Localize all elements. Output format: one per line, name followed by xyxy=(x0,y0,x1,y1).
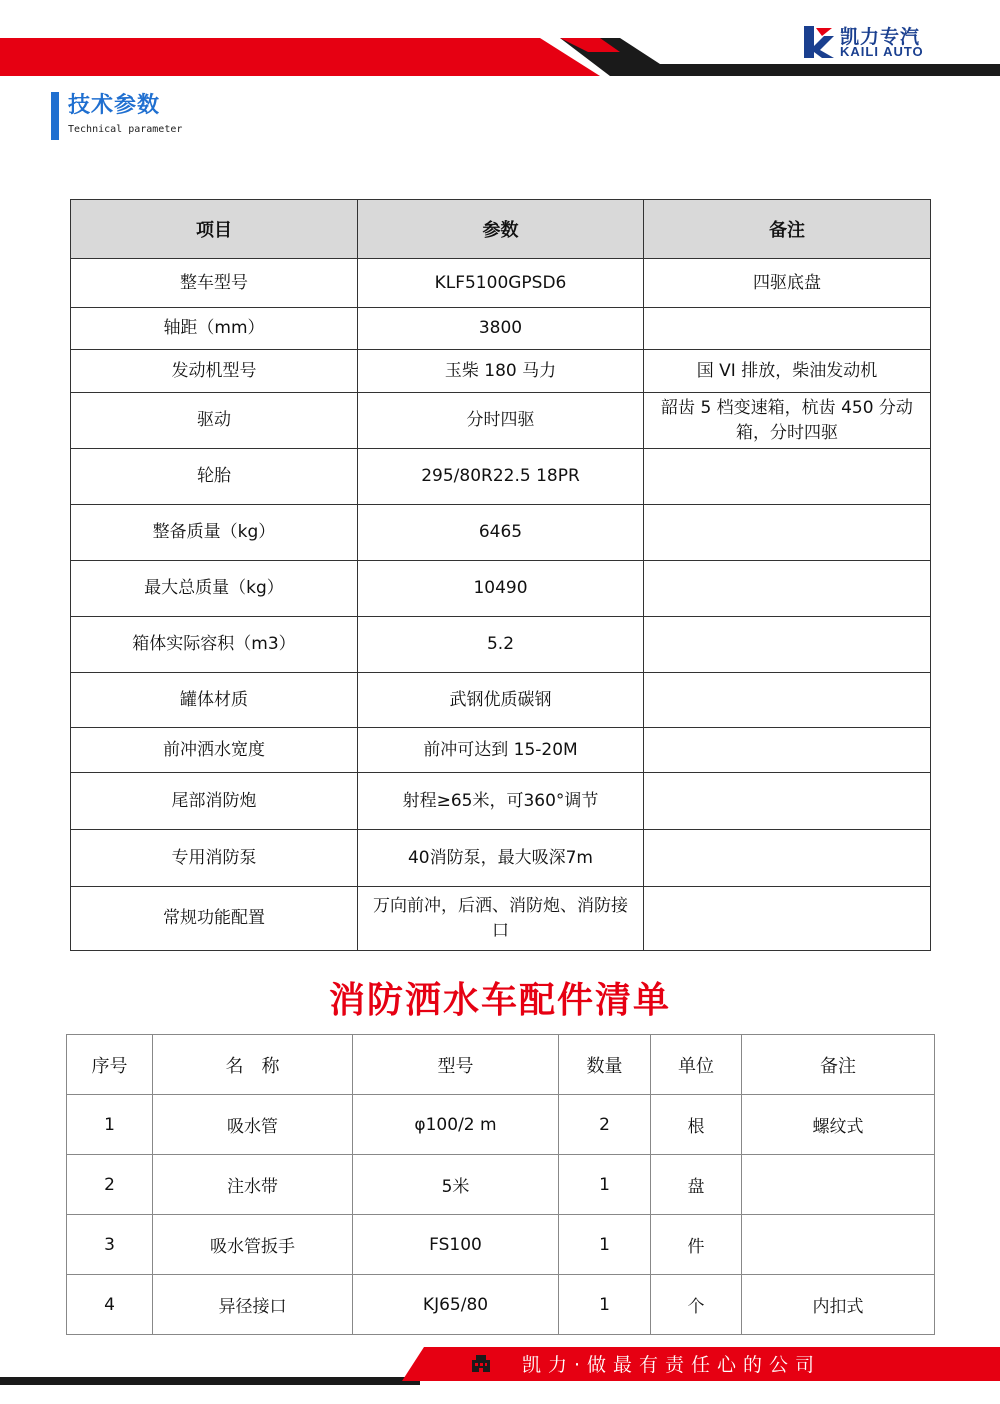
spec-cell-param: 3800 xyxy=(358,308,644,350)
parts-cell-name: 吸水管扳手 xyxy=(153,1215,353,1275)
spec-cell-param: 10490 xyxy=(358,561,644,617)
parts-cell-note: 内扣式 xyxy=(742,1275,935,1335)
spec-cell-item: 整备质量（kg） xyxy=(71,505,358,561)
parts-cell-qty: 1 xyxy=(559,1275,651,1335)
spec-cell-param: 射程≥65米，可360°调节 xyxy=(358,773,644,830)
parts-cell-model: 5米 xyxy=(353,1155,559,1215)
parts-cell-model: KJ65/80 xyxy=(353,1275,559,1335)
spec-cell-param: 前冲可达到 15-20M xyxy=(358,728,644,773)
table-row xyxy=(71,887,931,951)
parts-cell-name: 异径接口 xyxy=(153,1275,353,1335)
parts-cell-model: FS100 xyxy=(353,1215,559,1275)
spec-cell-note xyxy=(644,505,931,561)
spec-cell-param: 5.2 xyxy=(358,617,644,673)
spec-cell-note xyxy=(644,728,931,773)
spec-header-item: 项目 xyxy=(71,200,358,259)
table-row xyxy=(71,505,931,561)
parts-header-row xyxy=(67,1035,935,1095)
spec-header-row xyxy=(71,200,931,259)
table-row xyxy=(71,449,931,505)
parts-header-model: 型号 xyxy=(353,1035,559,1095)
table-row xyxy=(67,1155,935,1215)
parts-cell-qty: 1 xyxy=(559,1215,651,1275)
section-subtitle: Technical parameter xyxy=(68,124,183,135)
spec-cell-item: 专用消防泵 xyxy=(71,830,358,887)
logo-chinese-name: 凯力专汽 xyxy=(840,26,921,48)
spec-cell-item: 箱体实际容积（m3） xyxy=(71,617,358,673)
parts-cell-no: 4 xyxy=(67,1275,153,1335)
parts-cell-note xyxy=(742,1155,935,1215)
spec-cell-param: 万向前冲，后洒、消防炮、消防接口 xyxy=(358,887,644,951)
table-row xyxy=(71,728,931,773)
table-row xyxy=(67,1275,935,1335)
parts-cell-unit: 件 xyxy=(651,1215,742,1275)
parts-header-no: 序号 xyxy=(67,1035,153,1095)
spec-cell-note: 四驱底盘 xyxy=(644,259,931,308)
table-row xyxy=(71,773,931,830)
spec-cell-param: 6465 xyxy=(358,505,644,561)
parts-list-title: 消防洒水车配件清单 xyxy=(328,980,671,1021)
section-accent-bar xyxy=(51,92,59,140)
parts-table xyxy=(66,1034,935,1335)
spec-cell-item: 整车型号 xyxy=(71,259,358,308)
parts-cell-name: 吸水管 xyxy=(153,1095,353,1155)
spec-table xyxy=(70,199,931,951)
spec-cell-item: 驱动 xyxy=(71,393,358,449)
table-row xyxy=(71,350,931,393)
spec-cell-note xyxy=(644,887,931,951)
spec-cell-item: 罐体材质 xyxy=(71,673,358,728)
parts-header-qty: 数量 xyxy=(559,1035,651,1095)
spec-cell-item: 发动机型号 xyxy=(71,350,358,393)
table-row xyxy=(71,561,931,617)
parts-cell-note xyxy=(742,1215,935,1275)
parts-cell-unit: 盘 xyxy=(651,1155,742,1215)
parts-cell-no: 1 xyxy=(67,1095,153,1155)
footer-slogan: 凯力·做最有责任心的公司 xyxy=(522,1354,822,1376)
spec-cell-note xyxy=(644,617,931,673)
spec-cell-note xyxy=(644,449,931,505)
parts-cell-qty: 2 xyxy=(559,1095,651,1155)
spec-cell-item: 尾部消防炮 xyxy=(71,773,358,830)
table-row xyxy=(71,617,931,673)
spec-cell-param: 武钢优质碳钢 xyxy=(358,673,644,728)
table-row xyxy=(67,1215,935,1275)
building-icon xyxy=(470,1352,492,1374)
spec-cell-note xyxy=(644,830,931,887)
brand-logo xyxy=(802,22,992,62)
spec-cell-item: 轴距（mm） xyxy=(71,308,358,350)
spec-cell-note: 国 VI 排放，柴油发动机 xyxy=(644,350,931,393)
spec-cell-note xyxy=(644,773,931,830)
parts-cell-name: 注水带 xyxy=(153,1155,353,1215)
parts-cell-qty: 1 xyxy=(559,1155,651,1215)
spec-header-param: 参数 xyxy=(358,200,644,259)
spec-cell-item: 前冲洒水宽度 xyxy=(71,728,358,773)
spec-cell-note: 韶齿 5 档变速箱，杭齿 450 分动箱，分时四驱 xyxy=(644,393,931,449)
parts-cell-unit: 根 xyxy=(651,1095,742,1155)
parts-cell-no: 2 xyxy=(67,1155,153,1215)
spec-cell-note xyxy=(644,561,931,617)
spec-cell-param: 分时四驱 xyxy=(358,393,644,449)
spec-cell-note xyxy=(644,673,931,728)
section-title: 技术参数 xyxy=(68,93,161,118)
table-row xyxy=(71,259,931,308)
spec-cell-param: 40消防泵，最大吸深7m xyxy=(358,830,644,887)
spec-cell-param: 玉柴 180 马力 xyxy=(358,350,644,393)
spec-cell-param: KLF5100GPSD6 xyxy=(358,259,644,308)
spec-cell-param: 295/80R22.5 18PR xyxy=(358,449,644,505)
parts-cell-note: 螺纹式 xyxy=(742,1095,935,1155)
footer-black-band xyxy=(0,1377,420,1385)
parts-header-name: 名 称 xyxy=(153,1035,353,1095)
logo-english-name: KAILI AUTO xyxy=(840,44,924,59)
table-row xyxy=(71,673,931,728)
spec-header-note: 备注 xyxy=(644,200,931,259)
spec-cell-item: 常规功能配置 xyxy=(71,887,358,951)
parts-cell-unit: 个 xyxy=(651,1275,742,1335)
table-row xyxy=(71,393,931,449)
spec-cell-item: 最大总质量（kg） xyxy=(71,561,358,617)
table-row xyxy=(71,830,931,887)
parts-cell-no: 3 xyxy=(67,1215,153,1275)
table-row xyxy=(71,308,931,350)
parts-header-note: 备注 xyxy=(742,1035,935,1095)
parts-header-unit: 单位 xyxy=(651,1035,742,1095)
spec-cell-item: 轮胎 xyxy=(71,449,358,505)
header-red-band xyxy=(0,38,600,76)
spec-cell-note xyxy=(644,308,931,350)
parts-cell-model: φ100/2 m xyxy=(353,1095,559,1155)
kaili-logo-icon xyxy=(802,24,836,60)
table-row xyxy=(67,1095,935,1155)
